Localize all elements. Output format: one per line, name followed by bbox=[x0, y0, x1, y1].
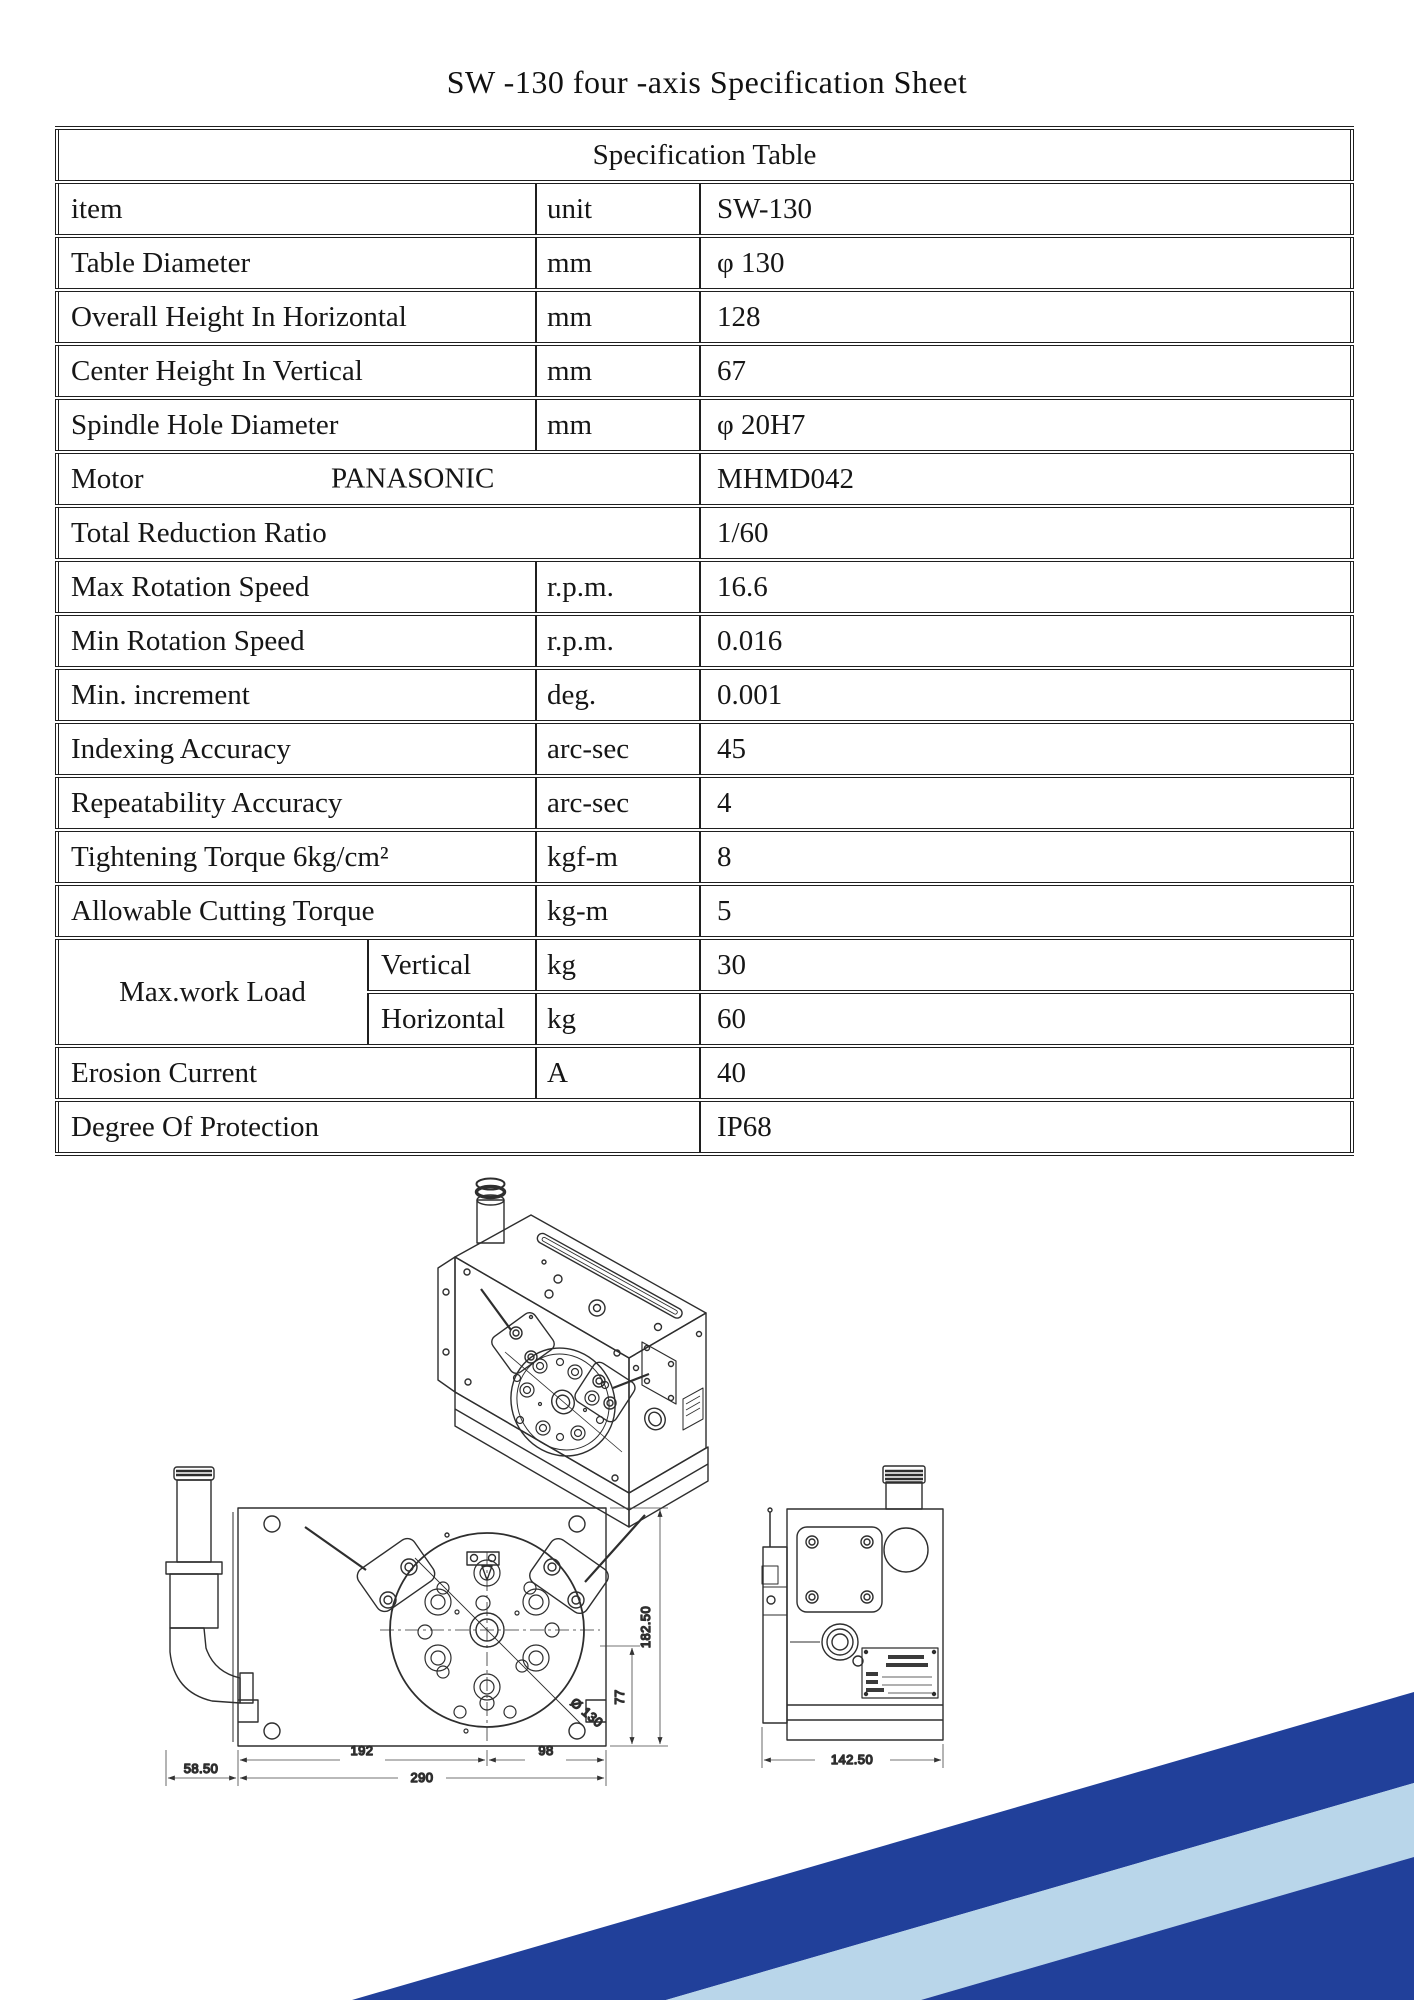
row-label: Allowable Cutting Torque bbox=[57, 884, 536, 938]
row-label: Min. increment bbox=[57, 668, 536, 722]
row-label: Max Rotation Speed bbox=[57, 560, 536, 614]
dim-overall-depth: 142.50 bbox=[830, 1752, 874, 1767]
row-label: Spindle Hole Diameter bbox=[57, 398, 536, 452]
row-unit: unit bbox=[536, 182, 700, 236]
row-value: 0.001 bbox=[700, 668, 1352, 722]
dim-right-span: 98 bbox=[538, 1743, 554, 1758]
motor-brand: PANASONIC bbox=[331, 462, 495, 495]
row-label: Degree Of Protection bbox=[57, 1100, 700, 1154]
row-unit: arc-sec bbox=[536, 722, 700, 776]
row-unit: kg bbox=[536, 938, 700, 992]
row-unit: mm bbox=[536, 290, 700, 344]
row-value: 128 bbox=[700, 290, 1352, 344]
row-label: Erosion Current bbox=[57, 1046, 536, 1100]
row-value: IP68 bbox=[700, 1100, 1352, 1154]
row-label: Table Diameter bbox=[57, 236, 536, 290]
row-label: Total Reduction Ratio bbox=[57, 506, 700, 560]
row-value: 5 bbox=[700, 884, 1352, 938]
row-unit: arc-sec bbox=[536, 776, 700, 830]
row-unit: deg. bbox=[536, 668, 700, 722]
side-view-drawing bbox=[762, 1466, 943, 1768]
row-label: item bbox=[57, 182, 536, 236]
row-unit: r.p.m. bbox=[536, 614, 700, 668]
dim-pipe-offset: 58.50 bbox=[183, 1761, 219, 1776]
row-unit: mm bbox=[536, 398, 700, 452]
row-label: Max.work Load bbox=[57, 938, 368, 1046]
row-value: 8 bbox=[700, 830, 1352, 884]
motor-label: Motor bbox=[71, 462, 144, 495]
row-unit: kg-m bbox=[536, 884, 700, 938]
row-value: 16.6 bbox=[700, 560, 1352, 614]
row-value: 30 bbox=[700, 938, 1352, 992]
dim-table-diameter: Ø 130 bbox=[567, 1694, 607, 1731]
dim-overall-width: 290 bbox=[410, 1770, 434, 1785]
row-value: 45 bbox=[700, 722, 1352, 776]
row-value: φ 20H7 bbox=[700, 398, 1352, 452]
row-value: 67 bbox=[700, 344, 1352, 398]
row-value: φ 130 bbox=[700, 236, 1352, 290]
row-value: 60 bbox=[700, 992, 1352, 1046]
row-value: 0.016 bbox=[700, 614, 1352, 668]
row-label: Center Height In Vertical bbox=[57, 344, 536, 398]
row-sublabel: Horizontal bbox=[368, 992, 536, 1046]
dim-left-span: 192 bbox=[350, 1743, 374, 1758]
row-value: 4 bbox=[700, 776, 1352, 830]
row-unit: kgf-m bbox=[536, 830, 700, 884]
row-label: Tightening Torque 6kg/cm² bbox=[57, 830, 536, 884]
row-unit: kg bbox=[536, 992, 700, 1046]
row-value: 40 bbox=[700, 1046, 1352, 1100]
dim-center-height: 77 bbox=[612, 1689, 627, 1705]
dim-overall-height: 182.50 bbox=[638, 1605, 653, 1649]
row-value: 1/60 bbox=[700, 506, 1352, 560]
row-sublabel: Vertical bbox=[368, 938, 536, 992]
front-view-drawing bbox=[166, 1467, 668, 1786]
isometric-view-drawing bbox=[438, 1179, 708, 1528]
row-unit: A bbox=[536, 1046, 700, 1100]
page-title: SW -130 four -axis Specification Sheet bbox=[446, 64, 968, 100]
table-title: Specification Table bbox=[57, 128, 1352, 182]
row-label: Min Rotation Speed bbox=[57, 614, 536, 668]
row-label: Overall Height In Horizontal bbox=[57, 290, 536, 344]
row-unit: r.p.m. bbox=[536, 560, 700, 614]
row-unit: mm bbox=[536, 236, 700, 290]
row-value: SW-130 bbox=[700, 182, 1352, 236]
row-label: Indexing Accuracy bbox=[57, 722, 536, 776]
row-label: Repeatability Accuracy bbox=[57, 776, 536, 830]
row-unit: mm bbox=[536, 344, 700, 398]
decorative-stripes bbox=[352, 1692, 1414, 2000]
row-value: MHMD042 bbox=[700, 452, 1352, 506]
